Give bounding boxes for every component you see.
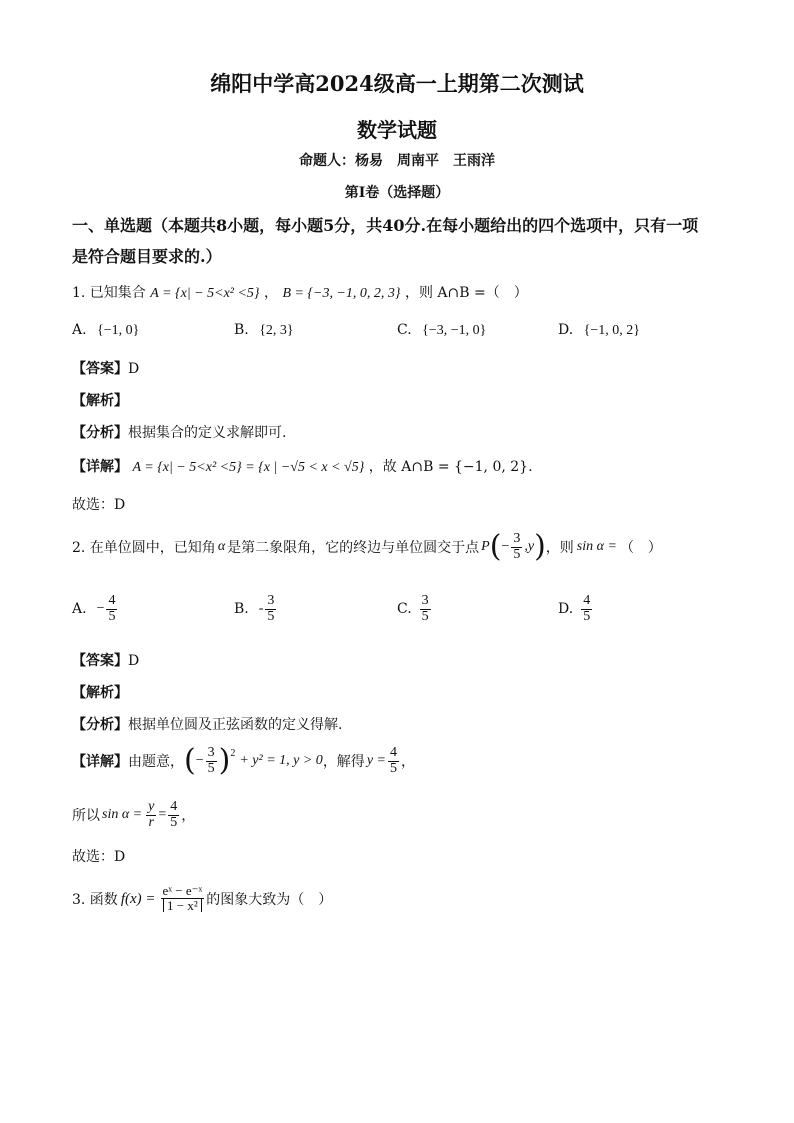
q1-option-c	[397, 322, 486, 339]
q2-eq-den: 5	[207, 760, 215, 776]
q2-blank: （ ）	[619, 540, 662, 557]
q3-frac	[161, 884, 205, 914]
q2-point-p: P	[481, 539, 490, 555]
page-title: 绵阳中学高2024级高一上期第二次测试	[210, 71, 584, 96]
q1-option-d-value: {−1, 0, 2}	[583, 323, 640, 338]
q1-fenxi-text: 根据集合的定义求解即可.	[128, 425, 287, 441]
q2-answer	[72, 650, 139, 670]
q2-option-c-den: 5	[421, 608, 429, 624]
q2-option-a-den: 5	[108, 608, 116, 624]
q1-option-b-label: B.	[234, 322, 249, 338]
q2-answer-value: D	[128, 653, 140, 669]
q2-option-a-num: 4	[108, 593, 116, 608]
q2-option-b	[234, 594, 278, 624]
q1-option-b-value: {2, 3}	[259, 323, 294, 338]
q2-sin: sin α =	[576, 539, 617, 555]
q2-option-b-label: B.	[234, 601, 249, 618]
authors-line: 命题人：杨易 周南平 王雨洋	[299, 153, 495, 169]
section-heading-line2: 是符合题目要求的.）	[72, 247, 222, 266]
q2-point-num: 3	[513, 531, 521, 546]
q2-eq-num: 3	[207, 745, 215, 760]
q2-analysis-tag: 【解析】	[72, 685, 128, 701]
q2-option-d-den: 5	[583, 608, 591, 624]
q1-guxuan: 故选：D	[72, 497, 126, 513]
q2-r-num: y	[148, 799, 155, 814]
q2-option-c	[397, 594, 433, 624]
q2-option-d-frac	[581, 594, 592, 624]
q2-prefix: 2. 在单位圆中，已知角	[72, 540, 216, 557]
q2-option-c-num: 3	[421, 593, 429, 608]
q2-final-end: ，	[181, 808, 196, 825]
q1-option-d	[558, 322, 640, 339]
section-heading-line1: 一、单选题（本题共8小题，每小题5分，共40分.在每小题给出的四个选项中，只有一项	[72, 216, 699, 235]
q2-option-b-den: 5	[267, 608, 275, 624]
q2-option-b-frac	[265, 594, 276, 624]
q2-point-y: ,y	[524, 539, 535, 555]
q2-xiangjie	[72, 743, 415, 779]
q2-option-b-num: 3	[267, 593, 275, 608]
q2-option-d	[558, 594, 594, 624]
q1-fenxi	[72, 422, 286, 442]
q2-alpha: α	[217, 539, 226, 555]
q1-set-b: B = {−3, −1, 0, 2, 3}	[282, 286, 401, 301]
q1-ask: ，则 A∩B =（ ）	[404, 285, 528, 301]
q2-fenxi	[72, 714, 342, 734]
q2-eq-y-den: 5	[389, 760, 397, 776]
q1-option-a	[72, 322, 139, 339]
question-1-stem	[72, 282, 528, 302]
q1-xiangjie-end: ，故 A∩B = {−1, 0, 2}.	[368, 459, 533, 475]
q2-xiangjie-pre: 由题意，	[128, 754, 184, 771]
q2-eq-right-paren: )	[218, 743, 231, 779]
q2-eq-rest: + y² = 1, y > 0	[239, 753, 323, 769]
q2-option-a-sign: −	[96, 601, 105, 617]
q1-option-c-label: C.	[397, 322, 412, 338]
q3-fx: f(x) =	[120, 890, 156, 907]
q2-option-a-label: A.	[72, 601, 87, 618]
q2-answer-tag: 【答案】	[72, 653, 128, 669]
q2-eq-y: y =	[366, 753, 386, 769]
q1-prefix: 1. 已知集合	[72, 285, 146, 301]
q2-option-b-sign: -	[258, 601, 264, 617]
q2-mid: 是第二象限角，它的终边与单位圆交于点	[227, 540, 480, 557]
q2-eq-frac	[206, 746, 217, 776]
q1-comma: ，	[263, 285, 278, 301]
q2-xiangjie-tag: 【详解】	[72, 754, 128, 771]
q1-xiangjie	[72, 456, 533, 476]
q2-ask: ，则	[545, 540, 574, 557]
q2-eq2: =	[158, 807, 167, 823]
q2-eq-solve: ，解得	[322, 754, 365, 771]
q2-eq-end: ，	[400, 754, 415, 771]
q3-den: 1 − x²	[163, 899, 202, 913]
q3-suffix: 的图象大致为（ ）	[206, 892, 333, 909]
q1-answer-value: D	[128, 361, 140, 377]
question-3-stem	[72, 884, 332, 914]
q1-option-b	[234, 322, 294, 339]
q2-point-frac	[511, 532, 522, 562]
q2-fenxi-tag: 【分析】	[72, 717, 128, 733]
q3-num: eˣ − e⁻ˣ	[162, 883, 203, 898]
q2-final-frac	[168, 800, 179, 830]
q2-option-a-frac	[106, 594, 117, 624]
q2-point-den: 5	[513, 546, 521, 562]
q2-guxuan: 故选：D	[72, 849, 126, 865]
q1-answer	[72, 358, 139, 378]
q1-option-c-value: {−3, −1, 0}	[422, 323, 487, 338]
q1-fenxi-tag: 【分析】	[72, 425, 128, 441]
q1-answer-tag: 【答案】	[72, 361, 128, 377]
q3-prefix: 3. 函数	[72, 892, 118, 909]
q2-r-frac	[146, 800, 156, 830]
q2-suoyi	[72, 800, 195, 830]
q1-xiangjie-math: A = {x| − 5<x² <5} = {x | −√5 < x < √5}	[132, 460, 365, 475]
q1-option-d-label: D.	[558, 322, 574, 338]
q2-eq-sign: −	[195, 753, 204, 769]
page-subtitle: 数学试题	[357, 118, 437, 142]
q2-option-a	[72, 594, 119, 624]
q2-point-neg: −	[501, 539, 510, 555]
q2-eq-y-frac	[388, 746, 399, 776]
q2-right-paren: )	[534, 529, 546, 565]
q2-eq-y-num: 4	[389, 745, 397, 760]
q1-option-a-label: A.	[72, 322, 87, 338]
q2-eq-left-paren: (	[184, 743, 196, 779]
q1-set-a: A = {x| − 5<x² <5}	[150, 286, 260, 301]
q2-sin2: sin α =	[102, 807, 143, 823]
question-2-stem	[72, 529, 662, 565]
q2-option-d-label: D.	[558, 601, 574, 618]
q2-eq-square: 2	[230, 748, 236, 759]
q2-final-den: 5	[170, 814, 178, 830]
q2-fenxi-text: 根据单位圆及正弦函数的定义得解.	[128, 717, 343, 733]
q2-suoyi-text: 所以	[72, 808, 100, 825]
volume-heading: 第Ⅰ卷（选择题）	[344, 185, 450, 201]
q2-option-d-num: 4	[583, 593, 591, 608]
q1-option-a-value: {−1, 0}	[97, 323, 140, 338]
q1-xiangjie-tag: 【详解】	[72, 459, 128, 475]
q2-option-c-label: C.	[397, 601, 412, 618]
q2-final-num: 4	[170, 799, 178, 814]
q2-option-c-frac	[420, 594, 431, 624]
q2-left-paren: (	[489, 529, 502, 565]
q2-r-den: r	[148, 814, 154, 830]
q1-analysis-tag: 【解析】	[72, 393, 128, 409]
q3-den-wrap	[161, 899, 204, 915]
